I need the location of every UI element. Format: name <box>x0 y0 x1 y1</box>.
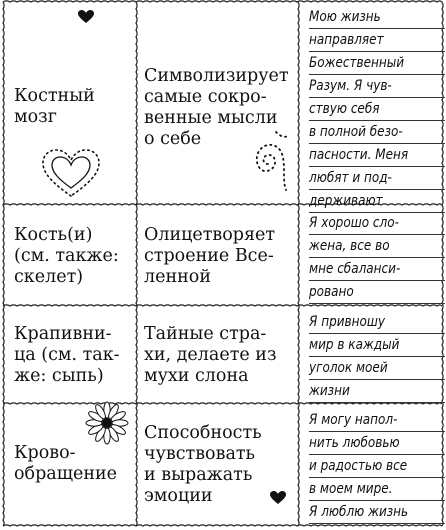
grid-line <box>298 2 299 526</box>
row-4-affirmation: Я могу напол- нить любовью и радостью все в моем мире. Я люблю жизнь <box>309 409 445 524</box>
row-3-name: Крапивни- ца (см. так- же: сыпь) <box>14 324 120 386</box>
row-4-description: Способность чувствовать и выражать эмоции <box>144 423 262 506</box>
daisy-icon <box>84 400 130 446</box>
heart-icon <box>78 10 94 24</box>
row-3-description: Тайные стра- хи, делаете из мухи слона <box>144 324 277 386</box>
row-1-name: Костный мозг <box>14 86 95 127</box>
grid-line <box>3 525 442 526</box>
row-1-affirmation: Мою жизнь направляет Божественный Разум. Я чув- ствую себя в полной безо- пасности. Меня любят и под- держивают <box>309 6 445 213</box>
row-4-name: Крово- обращение <box>14 443 118 484</box>
grid-line <box>3 305 442 306</box>
row-2-description: Олицетворяет строение Все- ленной <box>144 225 276 287</box>
heart-icon <box>270 491 286 505</box>
row-2-name: Кость(и) (см. также: скелет) <box>14 225 119 287</box>
grid-line <box>136 2 137 526</box>
row-2-affirmation: Я хорошо сло- жена, все во мне сбаланси- ровано <box>309 212 445 304</box>
grid-line <box>3 2 4 526</box>
row-1-description: Символизирует самые сокро- венные мысли о себе <box>144 66 289 149</box>
grid-line <box>3 1 442 2</box>
dotted-spiral-icon <box>246 128 292 192</box>
grid-line <box>3 403 442 404</box>
dotted-heart-icon <box>40 148 102 200</box>
row-3-affirmation: Я привношу мир в каждый уголок моей жизни <box>309 311 445 403</box>
